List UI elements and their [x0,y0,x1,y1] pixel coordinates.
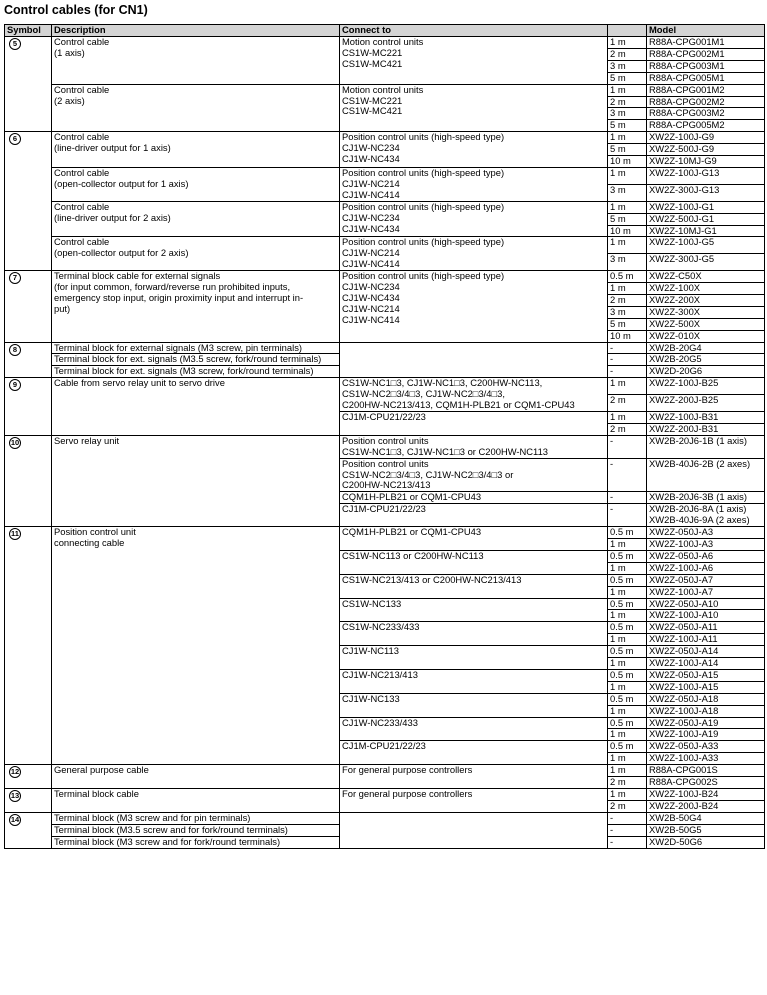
connect-cell: Position control units CS1W-NC2□3/4□3, CJ1W-NC2□3/4□3 or C200HW-NC213/413 [340,458,608,492]
model-cell: R88A-CPG005M1 [647,72,765,84]
length-cell: 3 m [608,108,647,120]
symbol-badge: 12 [10,767,20,777]
connect-cell [340,342,608,378]
table-row [5,435,765,458]
description-cell: Terminal block for ext. signals (M3.5 screw, fork/round terminals) [52,354,340,366]
length-cell: - [608,812,647,824]
header-symbol: Symbol [5,25,52,37]
description-cell: Terminal block for external signals (M3 screw, pin terminals) [52,342,340,354]
model-cell: XW2D-20G6 [647,366,765,378]
model-cell: XW2Z-050J-A15 [647,669,765,681]
length-cell: 3 m [608,254,647,271]
model-cell: XW2Z-050J-A7 [647,574,765,586]
model-cell: XW2Z-100J-G5 [647,237,765,254]
description-cell: Control cable (open-collector output for 1 axis) [52,167,340,201]
model-cell: XW2Z-010X [647,330,765,342]
model-cell: XW2Z-050J-A3 [647,527,765,539]
description-cell: Terminal block (M3.5 screw and for fork/round terminals) [52,824,340,836]
model-cell: R88A-CPG002M2 [647,96,765,108]
length-cell: 1 m [608,586,647,598]
connect-cell: For general purpose controllers [340,789,608,813]
symbol-cell [5,132,52,271]
length-cell: 0.5 m [608,669,647,681]
length-cell: - [608,824,647,836]
header-description: Description [52,25,340,37]
model-cell: XW2B-20J6-3B (1 axis) [647,492,765,504]
model-cell: XW2B-50G4 [647,812,765,824]
length-cell: 0.5 m [608,574,647,586]
length-cell: 1 m [608,167,647,184]
model-cell: R88A-CPG002M1 [647,48,765,60]
symbol-badge: 13 [10,791,20,800]
table-row [5,527,765,539]
model-cell: XW2Z-100J-B31 [647,412,765,424]
length-cell: 1 m [608,705,647,717]
length-cell: 0.5 m [608,741,647,753]
model-cell: XW2Z-050J-A10 [647,598,765,610]
length-cell: 2 m [608,800,647,812]
length-cell: 0.5 m [608,527,647,539]
connect-cell: CS1W-NC1□3, CJ1W-NC1□3, C200HW-NC113, CS1W-NC2□3/4□3, CJ1W-NC2□3/4□3, C200HW-NC213/413, CQM1H-PLB21 or CQM1-CPU43 [340,378,608,412]
length-cell: 0.5 m [608,717,647,729]
header-connect-to: Connect to [340,25,608,37]
model-cell: XW2Z-300J-G5 [647,254,765,271]
length-cell: 1 m [608,610,647,622]
model-cell: XW2B-20G4 [647,342,765,354]
length-cell: 2 m [608,96,647,108]
symbol-cell [5,765,52,789]
connect-cell: CJ1M-CPU21/22/23 [340,504,608,527]
model-cell: XW2Z-10MJ-G9 [647,156,765,168]
connect-cell: CJ1M-CPU21/22/23 [340,741,608,765]
model-cell: XW2Z-050J-A19 [647,717,765,729]
symbol-badge: 14 [10,814,20,824]
table-row [5,812,765,824]
model-cell: XW2Z-050J-A33 [647,741,765,753]
connect-cell: Motion control units CS1W-MC221 CS1W-MC421 [340,84,608,132]
length-cell: 1 m [608,789,647,801]
length-cell: 2 m [608,395,647,412]
model-cell: XW2Z-200X [647,294,765,306]
connect-cell [340,812,608,848]
length-cell: - [608,354,647,366]
control-cables-table [4,24,765,849]
model-cell: XW2Z-100J-B24 [647,789,765,801]
connect-cell: For general purpose controllers [340,765,608,789]
symbol-badge: 7 [9,272,21,284]
description-cell: Terminal block (M3 screw and for fork/round terminals) [52,836,340,848]
length-cell: 1 m [608,753,647,765]
length-cell: 3 m [608,184,647,201]
model-cell: XW2Z-100J-A11 [647,634,765,646]
length-cell: 1 m [608,765,647,777]
length-cell: 0.5 m [608,271,647,283]
model-cell: XW2B-20J6-8A (1 axis) XW2B-40J6-9A (2 axes) [647,504,765,527]
model-cell: XW2Z-050J-A6 [647,550,765,562]
table-body [5,37,765,849]
connect-cell: CQM1H-PLB21 or CQM1-CPU43 [340,492,608,504]
model-cell: R88A-CPG003M2 [647,108,765,120]
connect-cell: CS1W-NC113 or C200HW-NC113 [340,550,608,574]
page-title: Control cables (for CN1) [4,3,148,17]
model-cell: XW2Z-100J-G1 [647,201,765,213]
model-cell: R88A-CPG002S [647,777,765,789]
model-cell: XW2Z-100J-A7 [647,586,765,598]
model-cell: XW2Z-300X [647,306,765,318]
length-cell: 1 m [608,378,647,395]
header-model: Model [647,25,765,37]
length-cell: - [608,435,647,458]
description-cell: Servo relay unit [52,435,340,526]
model-cell: R88A-CPG003M1 [647,60,765,72]
length-cell: 5 m [608,72,647,84]
connect-cell: Position control units CS1W-NC1□3, CJ1W-NC1□3 or C200HW-NC113 [340,435,608,458]
table-row [5,342,765,354]
model-cell: R88A-CPG001M2 [647,84,765,96]
length-cell: 10 m [608,330,647,342]
length-cell: - [608,366,647,378]
connect-cell: Position control units (high-speed type) CJ1W-NC214 CJ1W-NC414 [340,167,608,201]
model-cell: XW2B-20J6-1B (1 axis) [647,435,765,458]
length-cell: 1 m [608,729,647,741]
model-cell: XW2Z-300J-G13 [647,184,765,201]
length-cell: 10 m [608,225,647,237]
model-cell: XW2Z-100J-A15 [647,681,765,693]
length-cell: 1 m [608,84,647,96]
description-cell: Control cable (line-driver output for 2 axis) [52,201,340,237]
model-cell: XW2Z-100J-A10 [647,610,765,622]
length-cell: - [608,342,647,354]
model-cell: XW2Z-100J-A19 [647,729,765,741]
table-row [5,765,765,777]
length-cell: 1 m [608,237,647,254]
model-cell: XW2Z-200J-B25 [647,395,765,412]
table-row [5,132,765,144]
table-row [5,789,765,801]
table-row [5,271,765,283]
model-cell: R88A-CPG005M2 [647,120,765,132]
model-cell: XW2Z-C50X [647,271,765,283]
model-cell: XW2B-40J6-2B (2 axes) [647,458,765,492]
description-cell: Terminal block cable [52,789,340,813]
model-cell: XW2Z-100J-G13 [647,167,765,184]
length-cell: 1 m [608,283,647,295]
symbol-cell [5,527,52,765]
symbol-cell [5,271,52,342]
model-cell: XW2Z-050J-A14 [647,646,765,658]
length-cell: 1 m [608,132,647,144]
length-cell: - [608,836,647,848]
model-cell: XW2Z-10MJ-G1 [647,225,765,237]
connect-cell: CS1W-NC213/413 or C200HW-NC213/413 [340,574,608,598]
symbol-cell [5,37,52,132]
length-cell: 3 m [608,60,647,72]
length-cell: - [608,458,647,492]
table-row [5,167,765,184]
symbol-cell [5,435,52,526]
length-cell: 5 m [608,318,647,330]
model-cell: XW2Z-100J-G9 [647,132,765,144]
length-cell: 10 m [608,156,647,168]
table-row [5,37,765,49]
table-header-row [5,25,765,37]
description-cell: Control cable (2 axis) [52,84,340,132]
length-cell: 0.5 m [608,646,647,658]
length-cell: 2 m [608,48,647,60]
description-cell: Terminal block (M3 screw and for pin terminals) [52,812,340,824]
symbol-cell [5,812,52,848]
length-cell: 3 m [608,306,647,318]
model-cell: XW2Z-500J-G1 [647,213,765,225]
table-row [5,201,765,213]
model-cell: XW2Z-200J-B31 [647,423,765,435]
length-cell: 0.5 m [608,693,647,705]
length-cell: 1 m [608,412,647,424]
length-cell: 1 m [608,634,647,646]
length-cell: 0.5 m [608,622,647,634]
description-cell: Control cable (open-collector output for 2 axis) [52,237,340,271]
table-row [5,237,765,254]
length-cell: 2 m [608,777,647,789]
connect-cell: CJ1W-NC213/413 [340,669,608,693]
symbol-cell [5,378,52,436]
symbol-badge: 10 [10,437,20,447]
symbol-badge: 11 [9,528,21,540]
length-cell: 1 m [608,681,647,693]
length-cell: 5 m [608,213,647,225]
length-cell: 0.5 m [608,550,647,562]
model-cell: XW2Z-100J-A6 [647,562,765,574]
model-cell: XW2Z-100X [647,283,765,295]
length-cell: 1 m [608,538,647,550]
connect-cell: CS1W-NC133 [340,598,608,622]
description-cell: General purpose cable [52,765,340,789]
symbol-badge: 6 [9,133,21,145]
symbol-badge: 8 [9,344,21,356]
length-cell: 1 m [608,201,647,213]
model-cell: XW2Z-100J-A3 [647,538,765,550]
model-cell: XW2Z-050J-A11 [647,622,765,634]
connect-cell: CJ1W-NC133 [340,693,608,717]
description-cell: Control cable (1 axis) [52,37,340,85]
table-row [5,378,765,395]
description-cell: Cable from servo relay unit to servo drive [52,378,340,436]
connect-cell: CJ1M-CPU21/22/23 [340,412,608,436]
length-cell: - [608,492,647,504]
table-row [5,84,765,96]
connect-cell: CQM1H-PLB21 or CQM1-CPU43 [340,527,608,551]
length-cell: 5 m [608,120,647,132]
connect-cell: Position control units (high-speed type) CJ1W-NC234 CJ1W-NC434 [340,132,608,168]
model-cell: XW2Z-100J-A14 [647,658,765,670]
model-cell: XW2B-20G5 [647,354,765,366]
model-cell: R88A-CPG001S [647,765,765,777]
symbol-cell [5,342,52,378]
length-cell: 2 m [608,423,647,435]
model-cell: R88A-CPG001M1 [647,37,765,49]
model-cell: XW2Z-100J-A18 [647,705,765,717]
length-cell: - [608,504,647,527]
model-cell: XW2D-50G6 [647,836,765,848]
model-cell: XW2B-50G5 [647,824,765,836]
model-cell: XW2Z-100J-B25 [647,378,765,395]
model-cell: XW2Z-500J-G9 [647,144,765,156]
symbol-badge: 9 [9,379,21,391]
description-cell: Terminal block cable for external signals (for input common, forward/reverse run prohibited inputs, emergency stop input, origin proximity input and interrupt in- put) [52,271,340,342]
model-cell: XW2Z-500X [647,318,765,330]
length-cell: 1 m [608,658,647,670]
connect-cell: Position control units (high-speed type) CJ1W-NC234 CJ1W-NC434 [340,201,608,237]
connect-cell: Motion control units CS1W-MC221 CS1W-MC421 [340,37,608,85]
header-length [608,25,647,37]
connect-cell: Position control units (high-speed type) CJ1W-NC234 CJ1W-NC434 CJ1W-NC214 CJ1W-NC414 [340,271,608,342]
description-cell: Position control unit connecting cable [52,527,340,765]
length-cell: 5 m [608,144,647,156]
description-cell: Control cable (line-driver output for 1 axis) [52,132,340,168]
model-cell: XW2Z-200J-B24 [647,800,765,812]
symbol-cell [5,789,52,813]
connect-cell: CJ1W-NC233/433 [340,717,608,741]
connect-cell: Position control units (high-speed type) CJ1W-NC214 CJ1W-NC414 [340,237,608,271]
length-cell: 2 m [608,294,647,306]
connect-cell: CJ1W-NC113 [340,646,608,670]
length-cell: 1 m [608,37,647,49]
symbol-badge: 5 [9,38,21,50]
description-cell: Terminal block for ext. signals (M3 screw, fork/round terminals) [52,366,340,378]
model-cell: XW2Z-050J-A18 [647,693,765,705]
connect-cell: CS1W-NC233/433 [340,622,608,646]
model-cell: XW2Z-100J-A33 [647,753,765,765]
length-cell: 1 m [608,562,647,574]
length-cell: 0.5 m [608,598,647,610]
